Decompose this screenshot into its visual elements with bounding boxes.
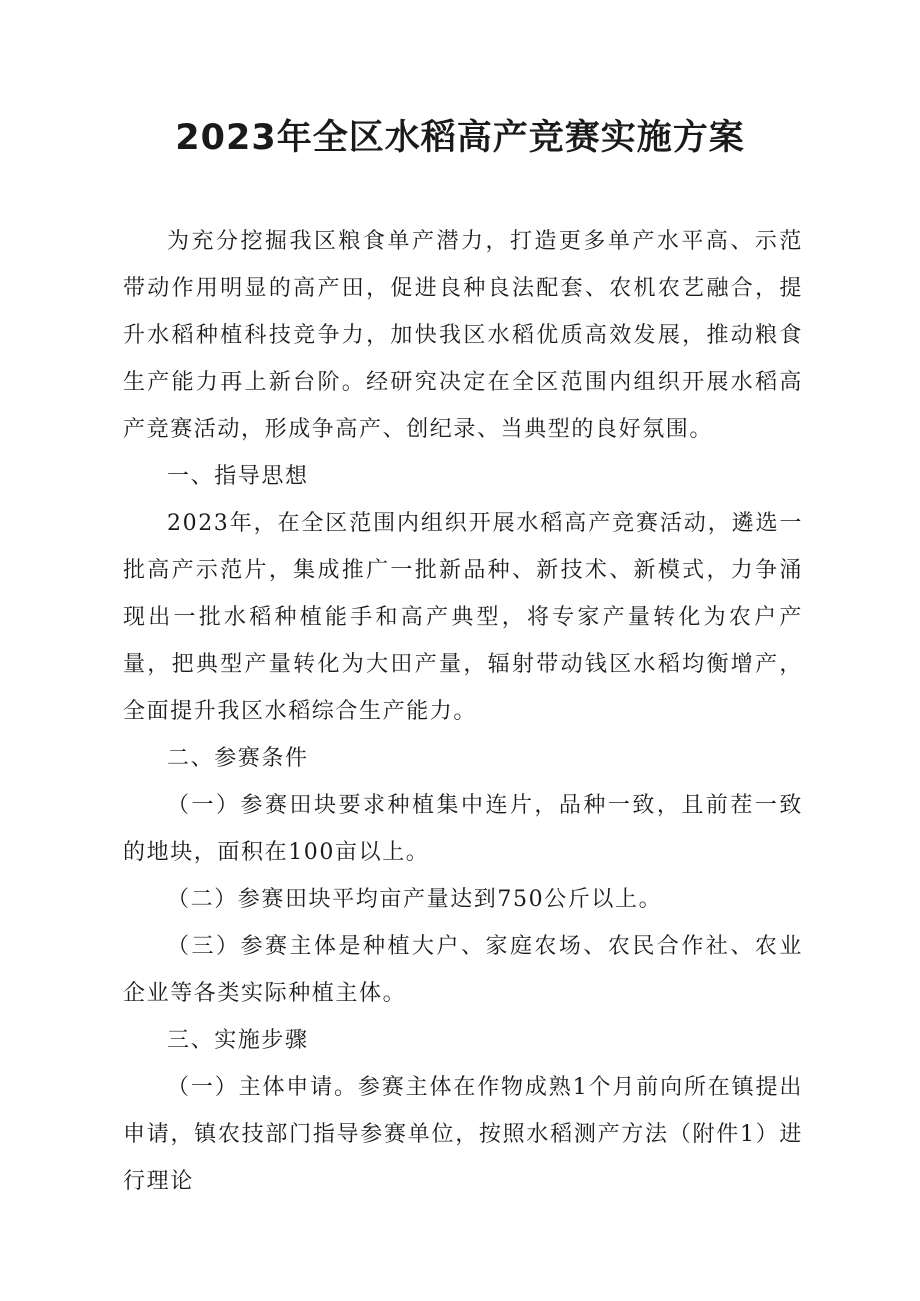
guiding-ideology-paragraph: 2023年，在全区范围内组织开展水稻高产竞赛活动，遴选一批高产示范片，集成推广一批新品种、新技术、新模式，力争涌现出一批水稻种植能手和高产典型，将专家产量转化为农户产量，把典型产量转化为大田产量，辐射带动钱区水稻均衡增产，全面提升我区水稻综合生产能力。 [123, 511, 803, 724]
intro-paragraph: 为充分挖掘我区粮食单产潜力，打造更多单产水平高、示范带动作用明显的高产田，促进良种良法配套、农机农艺融合，提升水稻种植科技竞争力，加快我区水稻优质高效发展，推动粮食生产能力再上新台阶。经研究决定在全区范围内组织开展水稻高产竞赛活动，形成争高产、创纪录、当典型的良好氛围。 [123, 229, 803, 442]
condition-item-3: （三）参赛主体是种植大户、家庭农场、农民合作社、农业企业等各类实际种植主体。 [123, 934, 803, 1006]
condition-item-1: （一）参赛田块要求种植集中连片，品种一致，且前茬一致的地块，面积在100亩以上。 [123, 793, 803, 865]
document-body [123, 218, 803, 1205]
step-item-1: （一）主体申请。参赛主体在作物成熟1个月前向所在镇提出申请，镇农技部门指导参赛单位，按照水稻测产方法（附件1）进行理论 [123, 1075, 803, 1194]
section-heading-steps: 三、实施步骤 [167, 1028, 309, 1053]
document-title: 2023年全区水稻高产竞赛实施方案 [175, 118, 745, 158]
section-heading-guiding-ideology: 一、指导思想 [167, 464, 309, 489]
condition-item-2: （二）参赛田块平均亩产量达到750公斤以上。 [167, 887, 663, 912]
section-heading-conditions: 二、参赛条件 [167, 746, 309, 771]
